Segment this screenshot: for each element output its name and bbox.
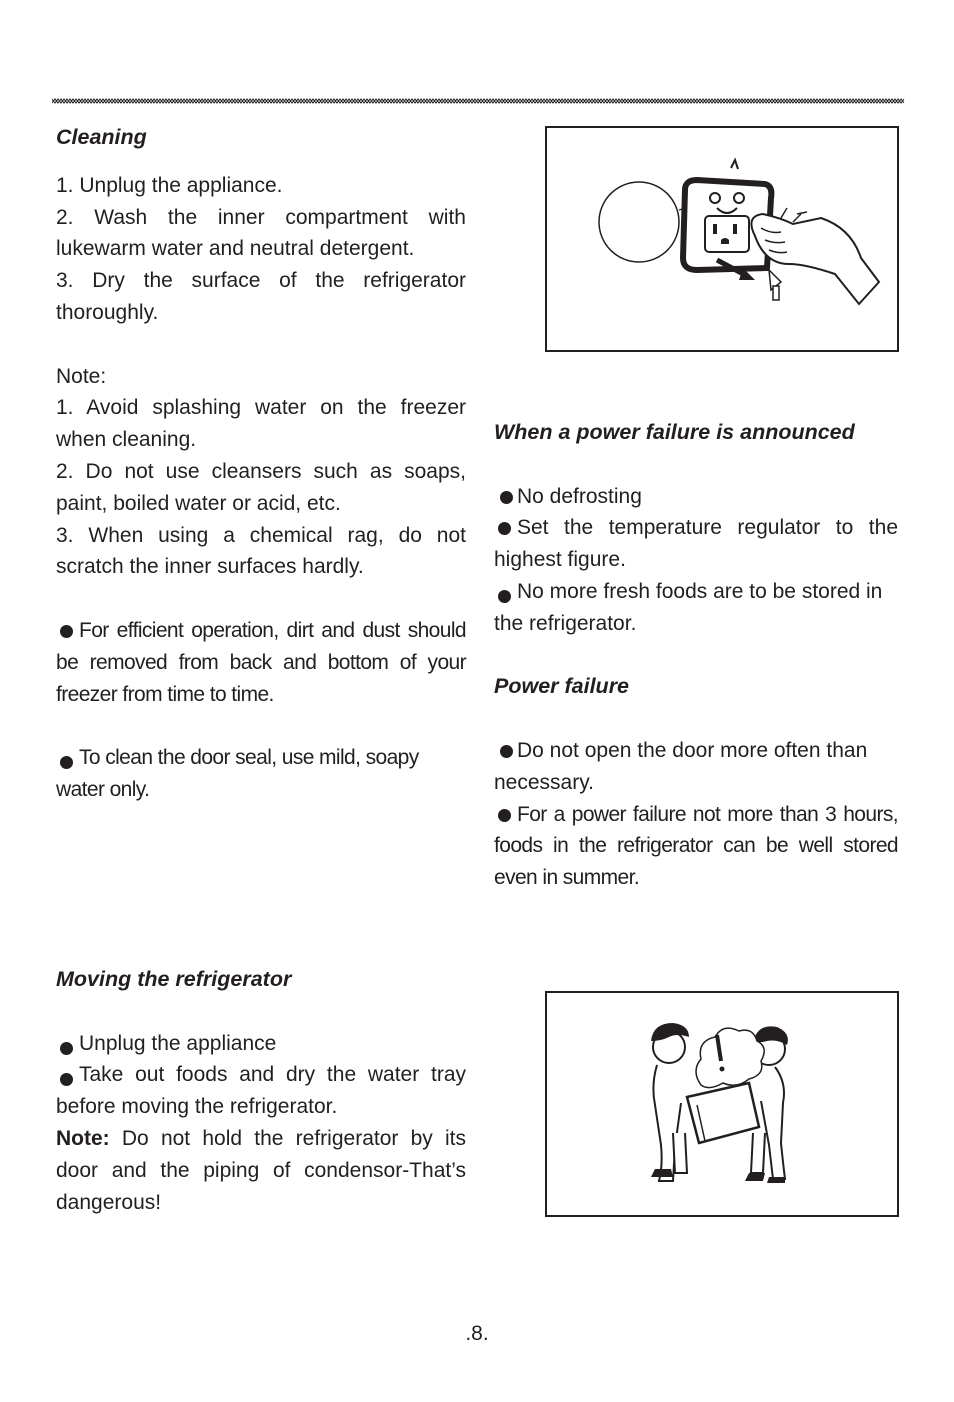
bullet-icon — [60, 756, 73, 769]
power-failure-bullet-2-text: For a power failure not more than 3 hours, foods in the refrigerator can be well stored even in summer. — [494, 802, 898, 890]
cleaning-bullet-1 — [56, 615, 466, 710]
cleaning-bullet-2 — [56, 742, 466, 806]
moving-section — [56, 964, 466, 1218]
bullet-icon — [60, 1042, 73, 1055]
page-number: .8. — [465, 1322, 489, 1345]
power-failure-bullet-2 — [494, 799, 898, 894]
power-failure-bullet-1 — [494, 735, 898, 799]
power-failure-bullet-1-text: Do not open the door more often than necessary. — [494, 738, 868, 794]
moving-bullet-1-text: Unplug the appliance — [79, 1031, 277, 1055]
power-announced-bullet-3-text: No more fresh foods are to be stored in the refrigerator. — [494, 579, 883, 635]
moving-bullet-2-text: Take out foods and dry the water tray before moving the refrigerator. — [56, 1063, 466, 1119]
power-announced-bullet-2-text: Set the temperature regulator to the highest figure. — [494, 516, 898, 572]
bullet-icon — [60, 625, 73, 638]
carry-illustration-frame — [545, 991, 899, 1217]
cleaning-step-1: 1. Unplug the appliance. — [56, 173, 283, 197]
power-announced-bullet-3 — [494, 576, 898, 640]
cleaning-title: Cleaning — [56, 125, 147, 149]
zigzag-divider — [52, 96, 905, 108]
power-announced-bullet-2 — [494, 512, 898, 576]
bullet-icon — [498, 590, 511, 603]
cleaning-bullet-1-text: For efficient operation, dirt and dust should be removed from back and bottom of your freezer from time to time. — [56, 618, 466, 706]
moving-title: Moving the refrigerator — [56, 967, 292, 991]
cleaning-note-2: 2. Do not use cleansers such as soaps, paint, boiled water or acid, etc. — [56, 459, 466, 515]
carry-illustration — [547, 993, 897, 1215]
moving-bullet-1 — [56, 1028, 466, 1060]
power-announced-bullet-1 — [494, 481, 898, 513]
cleaning-step-3: 3. Dry the surface of the refrigerator thoroughly. — [56, 269, 466, 324]
power-failure-title: Power failure — [494, 674, 630, 699]
bullet-icon — [500, 491, 513, 504]
cleaning-note-1: 1. Avoid splashing water on the freezer when cleaning. — [56, 396, 466, 452]
moving-note — [56, 1123, 466, 1218]
cleaning-step-2: 2. Wash the inner compartment with lukewarm water and neutral detergent. — [56, 205, 466, 261]
bullet-icon — [60, 1073, 73, 1086]
unplug-illustration-frame — [545, 126, 899, 352]
moving-note-label: Note: — [56, 1126, 110, 1150]
moving-bullet-2 — [56, 1059, 466, 1123]
moving-note-text: Do not hold the refrigerator by its door and the piping of condensor-That’s dangerous! — [56, 1126, 466, 1214]
cleaning-note-3: 3. When using a chemical rag, do not scratch the inner surfaces hardly. — [56, 523, 466, 579]
power-announced-title: When a power failure is announced — [494, 420, 855, 444]
bullet-icon — [498, 809, 511, 822]
unplug-illustration — [547, 128, 897, 350]
cleaning-note-label: Note: — [56, 364, 107, 388]
bullet-icon — [500, 745, 513, 758]
cleaning-section — [56, 122, 466, 806]
power-announced-section — [494, 417, 898, 894]
cleaning-bullet-2-text: To clean the door seal, use mild, soapy water only. — [56, 746, 419, 801]
bullet-icon — [498, 522, 511, 535]
power-announced-bullet-1-text: No defrosting — [517, 484, 642, 508]
